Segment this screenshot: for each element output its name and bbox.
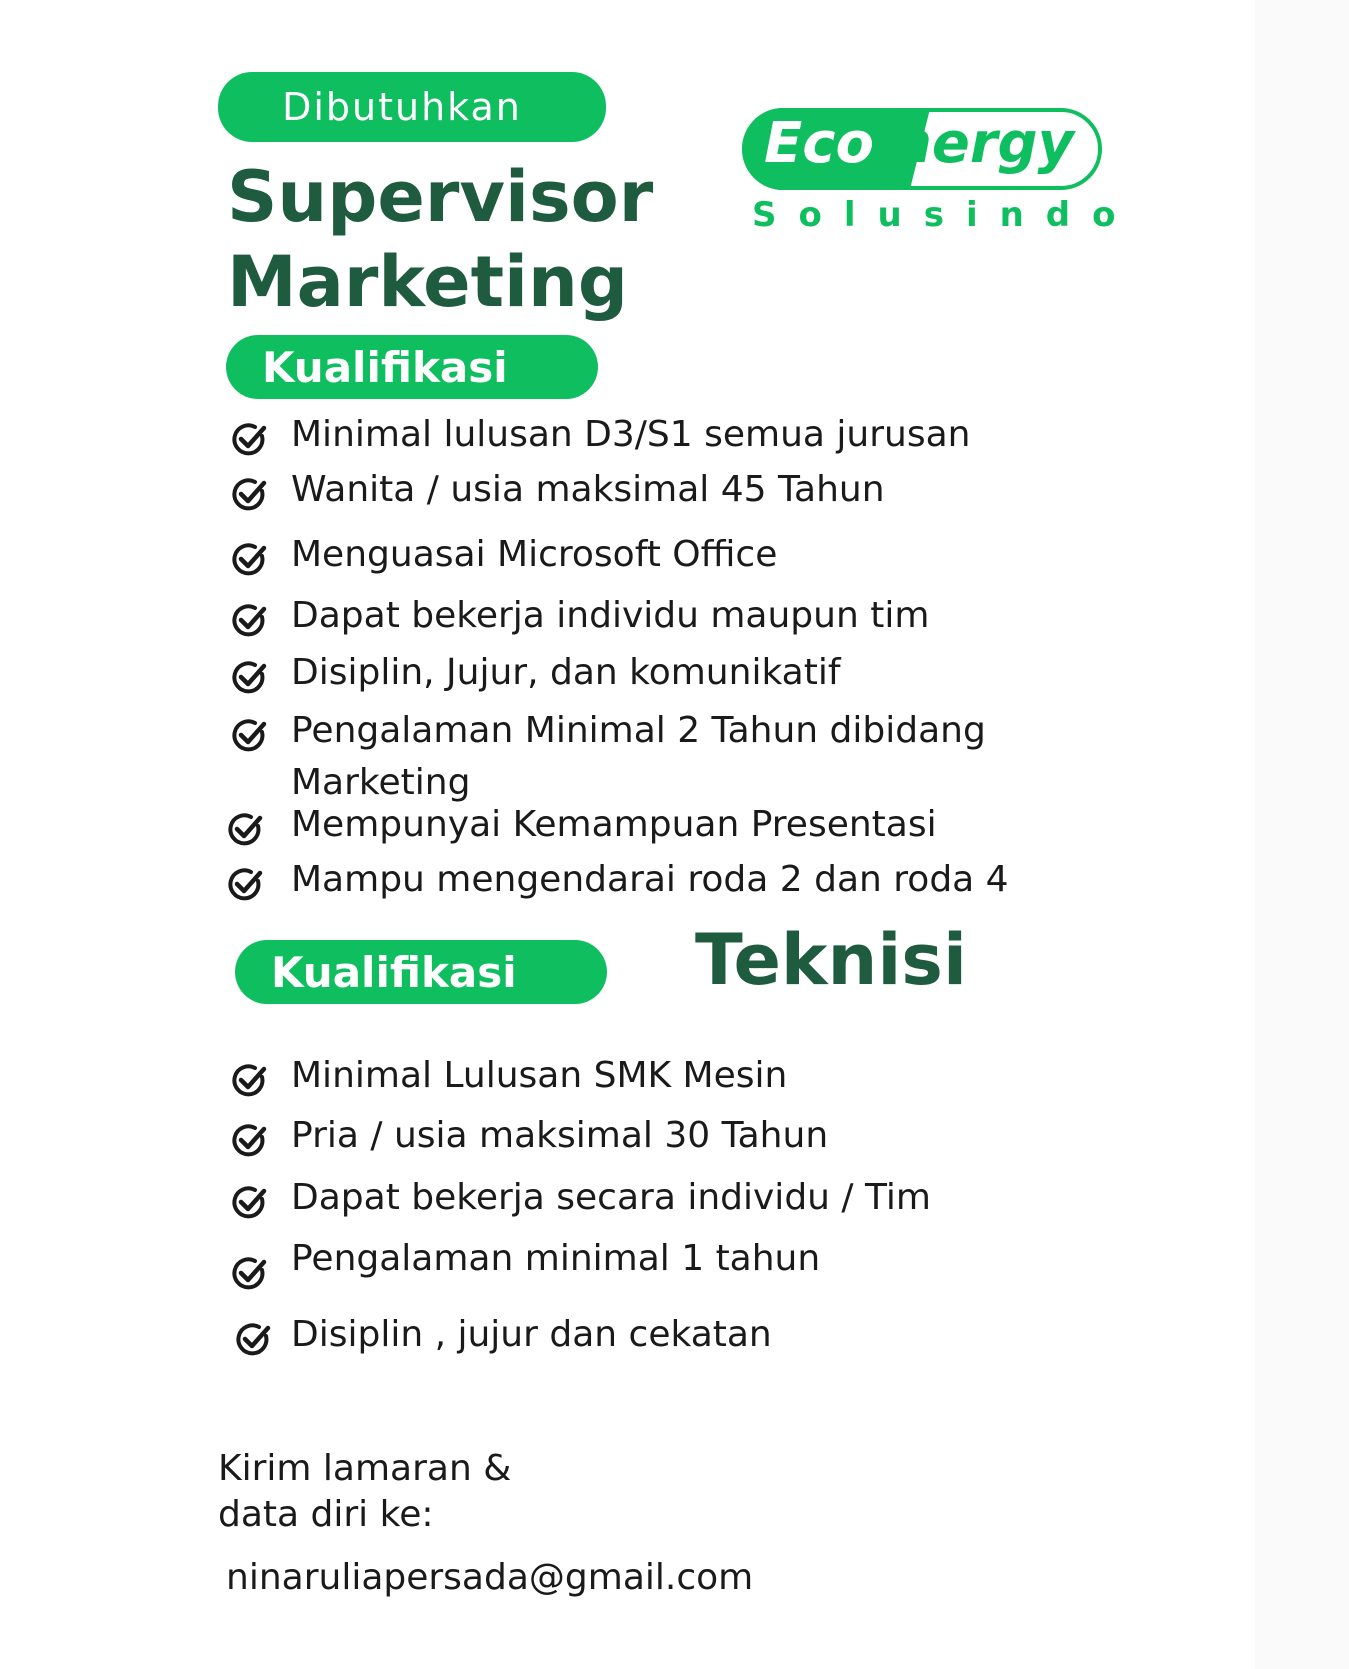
list-item-text: Menguasai Microsoft Office bbox=[291, 534, 778, 575]
check-circle-icon bbox=[229, 715, 269, 755]
list-item bbox=[229, 413, 1229, 461]
list-item-text: Pengalaman Minimal 2 Tahun dibidang bbox=[291, 710, 986, 751]
list-item-text: Pria / usia maksimal 30 Tahun bbox=[291, 1115, 829, 1156]
check-circle-icon bbox=[233, 1319, 273, 1359]
list-item bbox=[229, 468, 1229, 516]
check-circle-icon bbox=[229, 1120, 269, 1160]
check-circle-icon bbox=[229, 600, 269, 640]
page-edge-shade bbox=[1255, 0, 1349, 1669]
kualifikasi-label: Kualifikasi bbox=[271, 947, 517, 997]
list-item bbox=[229, 1054, 1229, 1102]
list-item-text: Pengalaman minimal 1 tahun bbox=[291, 1238, 821, 1279]
check-circle-icon bbox=[229, 1060, 269, 1100]
list-item bbox=[229, 594, 1229, 642]
list-item bbox=[229, 1313, 1229, 1361]
list-item-text-continued: Marketing bbox=[291, 762, 471, 803]
check-circle-icon bbox=[225, 809, 265, 849]
list-item-text: Dapat bekerja secara individu / Tim bbox=[291, 1177, 931, 1218]
check-circle-icon bbox=[229, 1182, 269, 1222]
list-item bbox=[229, 709, 1229, 809]
list-item bbox=[229, 651, 1229, 699]
contact-email: ninaruliapersada@gmail.com bbox=[226, 1557, 754, 1598]
company-logo bbox=[742, 108, 1138, 238]
check-circle-icon bbox=[229, 474, 269, 514]
teknisi-title: Teknisi bbox=[695, 919, 967, 1001]
check-circle-icon bbox=[225, 864, 265, 904]
logo-word-nergy: nergy bbox=[892, 111, 1075, 176]
job-title-line2: Marketing bbox=[227, 241, 628, 323]
list-item bbox=[229, 1114, 1229, 1162]
list-item bbox=[229, 1176, 1229, 1224]
job-title-line1: Supervisor bbox=[227, 156, 654, 238]
list-item bbox=[229, 1237, 1229, 1285]
footer-instruction-line1: Kirim lamaran & bbox=[218, 1448, 512, 1489]
kualifikasi-badge-teknisi bbox=[235, 940, 607, 1004]
list-item-text: Mampu mengendarai roda 2 dan roda 4 bbox=[291, 859, 1009, 900]
list-item-text: Minimal Lulusan SMK Mesin bbox=[291, 1055, 788, 1096]
check-circle-icon bbox=[229, 657, 269, 697]
list-item bbox=[229, 858, 1229, 906]
kualifikasi-badge-marketing bbox=[226, 335, 598, 399]
dibutuhkan-label: Dibutuhkan bbox=[282, 85, 522, 129]
check-circle-icon bbox=[229, 419, 269, 459]
list-item-text: Dapat bekerja individu maupun tim bbox=[291, 595, 930, 636]
dibutuhkan-badge bbox=[218, 72, 606, 142]
kualifikasi-label: Kualifikasi bbox=[262, 342, 508, 392]
logo-subtitle: Solusindo bbox=[752, 195, 1138, 235]
footer-instruction-line2: data diri ke: bbox=[218, 1494, 434, 1535]
list-item bbox=[229, 533, 1229, 581]
list-item-text: Wanita / usia maksimal 45 Tahun bbox=[291, 469, 885, 510]
list-item bbox=[229, 803, 1229, 851]
check-circle-icon bbox=[229, 539, 269, 579]
check-circle-icon bbox=[229, 1253, 269, 1293]
list-item-text: Disiplin, Jujur, dan komunikatif bbox=[291, 652, 841, 693]
list-item-text: Mempunyai Kemampuan Presentasi bbox=[291, 804, 937, 845]
list-item-text: Disiplin , jujur dan cekatan bbox=[291, 1314, 772, 1355]
logo-word-eco: Eco bbox=[764, 111, 874, 176]
list-item-text: Minimal lulusan D3/S1 semua jurusan bbox=[291, 414, 971, 455]
